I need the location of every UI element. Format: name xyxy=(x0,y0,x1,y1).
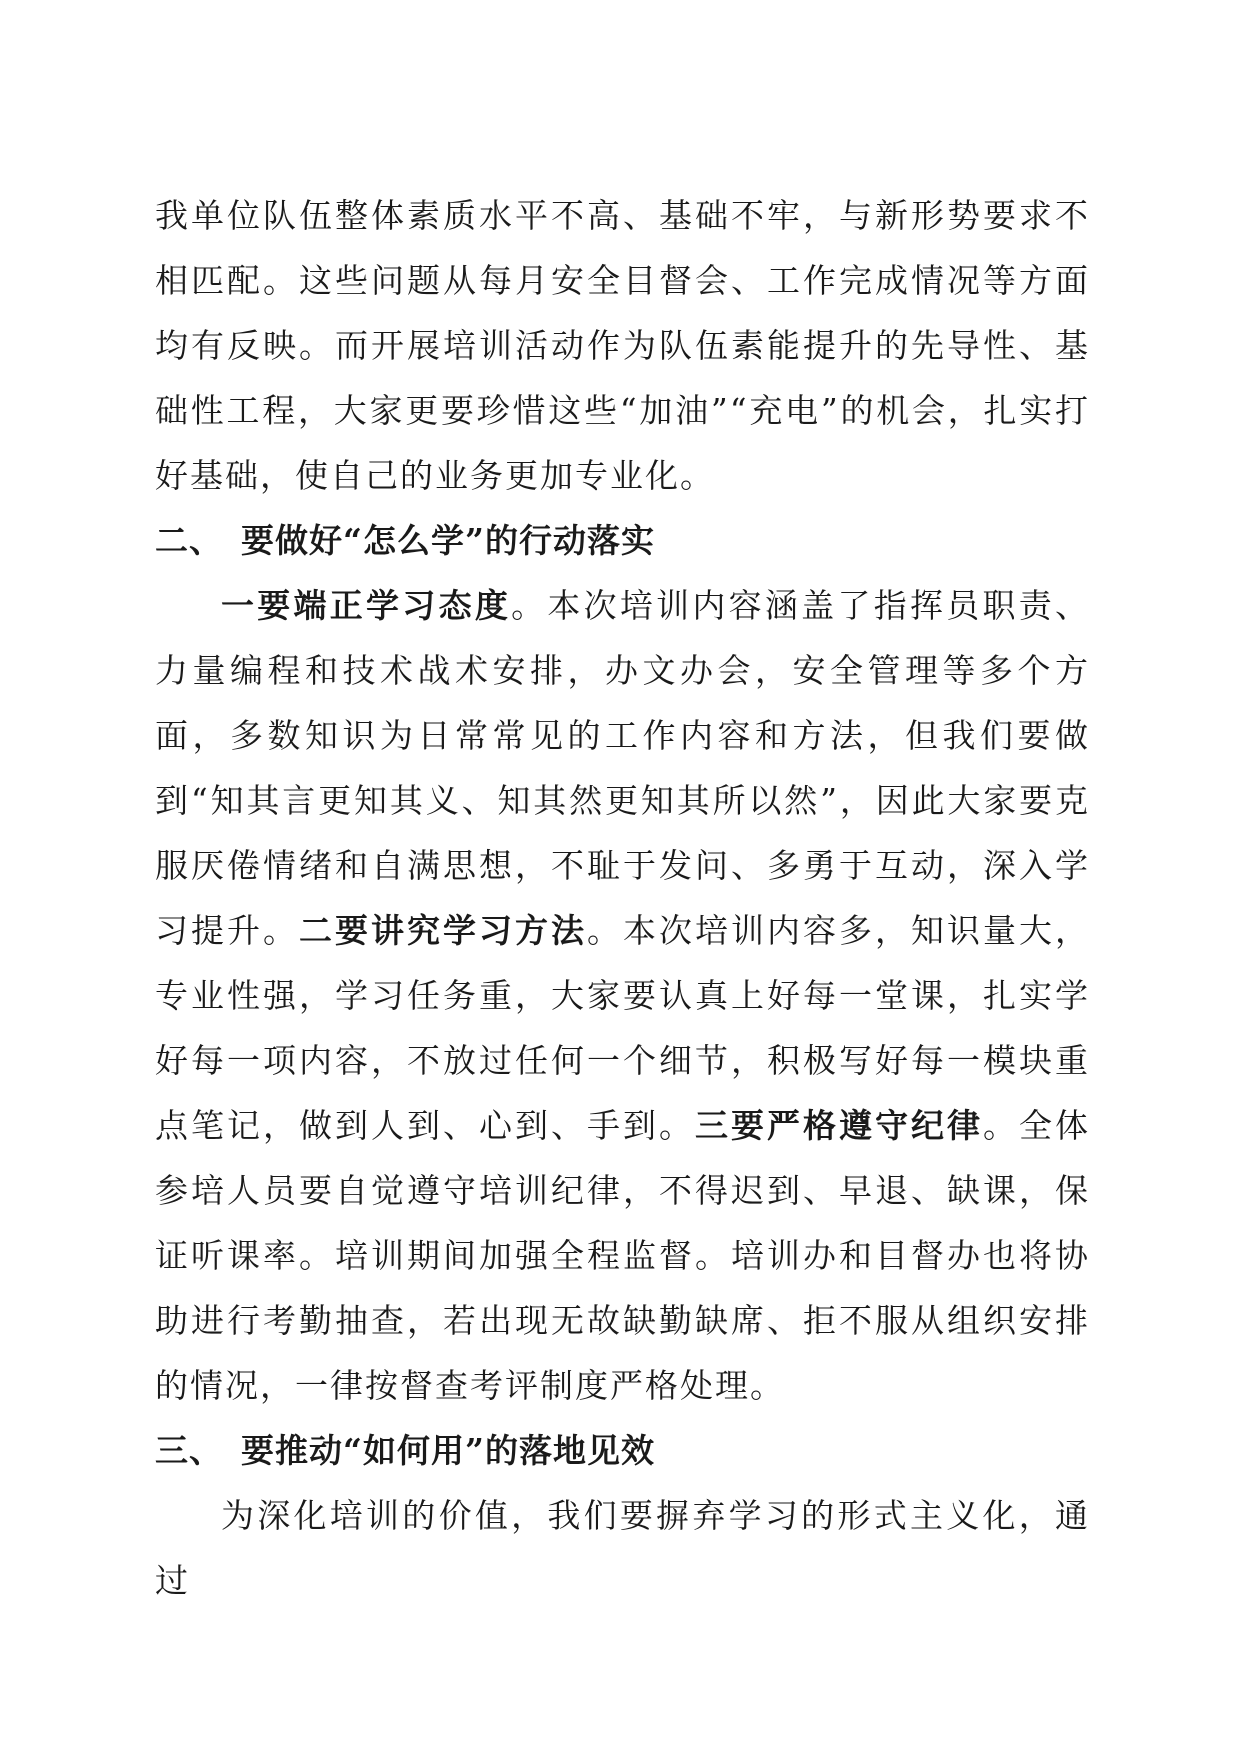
section-number: 二、 xyxy=(155,521,223,560)
emphasis-lead-2: 二要讲究学习方法 xyxy=(299,911,587,950)
document-page xyxy=(155,183,1090,1613)
paragraph-text-2: 。本次培训内容多，知识量大，专业性强，学习任务重，大家要认真上好每一堂课，扎实学好每一项内容，不放过任何一个细节，积极写好每一模块重点笔记，做到人到、心到、手到。 xyxy=(155,911,1090,1145)
body-paragraph-3: 为深化培训的价值，我们要摒弃学习的形式主义化，通过 xyxy=(155,1496,1090,1600)
section-number: 三、 xyxy=(155,1431,223,1470)
emphasis-lead-1: 一要端正学习态度 xyxy=(221,586,512,625)
paragraph-text-1: 。本次培训内容涵盖了指挥员职责、力量编程和技术战术安排，办文办会，安全管理等多个方面，多数知识为日常常见的工作内容和方法，但我们要做到“知其言更知其义、知其然更知其所以然”，因此大家要克服厌倦情绪和自满思想，不耻于发问、多勇于互动，深入学习提升。 xyxy=(155,586,1091,950)
body-paragraph-1: 我单位队伍整体素质水平不高、基础不牢，与新形势要求不相匹配。这些问题从每月安全目督会、工作完成情况等方面均有反映。而开展培训活动作为队伍素能提升的先导性、基础性工程，大家更要珍惜这些“加油”“充电”的机会，扎实打好基础，使自己的业务更加专业化。 xyxy=(155,196,1090,495)
body-paragraph-2 xyxy=(155,573,1090,1418)
section-title: 要做好“怎么学”的行动落实 xyxy=(241,521,655,560)
section-title: 要推动“如何用”的落地见效 xyxy=(241,1431,655,1470)
section-heading-2 xyxy=(155,508,1090,573)
emphasis-lead-3: 三要严格遵守纪律 xyxy=(695,1106,983,1145)
section-heading-3 xyxy=(155,1418,1090,1483)
paragraph-text-3: 。全体参培人员要自觉遵守培训纪律，不得迟到、早退、缺课，保证听课率。培训期间加强全程监督。培训办和目督办也将协助进行考勤抽查，若出现无故缺勤缺席、拒不服从组织安排的情况，一律按督查考评制度严格处理。 xyxy=(155,1106,1090,1405)
